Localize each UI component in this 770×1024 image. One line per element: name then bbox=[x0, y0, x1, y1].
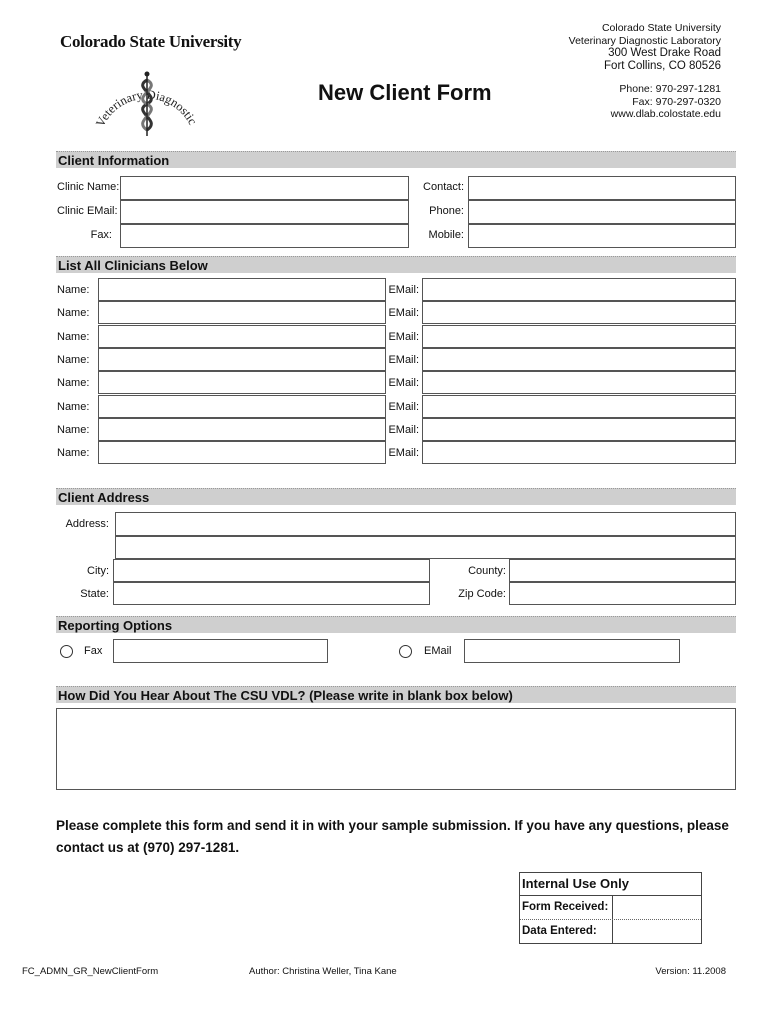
fax-radio[interactable] bbox=[60, 645, 73, 658]
lab-logo-arc-text: Veterinary Diagnostic bbox=[92, 87, 200, 130]
university-wordmark: Colorado State University bbox=[60, 32, 242, 51]
clinician-name-field[interactable] bbox=[98, 371, 386, 394]
phone-label: Phone: bbox=[429, 205, 464, 217]
clinician-email-field[interactable] bbox=[422, 348, 736, 371]
clinician-email-field[interactable] bbox=[422, 301, 736, 324]
fax-label: Fax: bbox=[90, 229, 112, 241]
footer-author: Author: Christina Weller, Tina Kane bbox=[249, 966, 397, 977]
hear-about-field[interactable] bbox=[56, 708, 736, 790]
clinician-name-label: Name: bbox=[57, 423, 90, 436]
email-option-label: EMail bbox=[424, 645, 452, 657]
mobile-label: Mobile: bbox=[428, 229, 464, 241]
clinician-email-field[interactable] bbox=[422, 371, 736, 394]
contact-label: Contact: bbox=[423, 181, 464, 193]
county-field[interactable] bbox=[509, 559, 736, 582]
address-line: Fort Collins, CO 80526 bbox=[604, 59, 721, 72]
clinician-email-field[interactable] bbox=[422, 395, 736, 418]
clinician-name-label: Name: bbox=[57, 307, 90, 320]
fax-option-label: Fax bbox=[84, 645, 103, 657]
lab-address-block bbox=[569, 22, 721, 72]
clinician-email-field[interactable] bbox=[422, 325, 736, 348]
clinician-email-field[interactable] bbox=[422, 441, 736, 464]
section-client-information: Client Information bbox=[56, 151, 736, 168]
phone-field[interactable] bbox=[468, 200, 736, 224]
address-line2-field[interactable] bbox=[115, 536, 736, 559]
state-field[interactable] bbox=[113, 582, 430, 605]
section-client-address: Client Address bbox=[56, 488, 736, 505]
internal-use-title: Internal Use Only bbox=[520, 873, 701, 896]
address-label: Address: bbox=[65, 518, 109, 530]
form-received-label: Form Received: bbox=[520, 896, 613, 919]
zip-label: Zip Code: bbox=[458, 588, 506, 600]
clinician-name-label: Name: bbox=[57, 353, 90, 366]
county-label: County: bbox=[468, 565, 506, 577]
address-line1-field[interactable] bbox=[115, 512, 736, 536]
clinician-name-label: Name: bbox=[57, 284, 90, 296]
clinician-name-field[interactable] bbox=[98, 418, 386, 441]
address-line: Colorado State University bbox=[601, 22, 721, 34]
clinician-email-label: EMail: bbox=[388, 307, 419, 320]
clinician-name-label: Name: bbox=[57, 400, 90, 413]
clinician-email-label: EMail: bbox=[388, 423, 419, 436]
section-clinicians: List All Clinicians Below bbox=[56, 256, 736, 273]
clinician-email-label: EMail: bbox=[388, 330, 419, 343]
city-label: City: bbox=[87, 565, 109, 577]
footer-version: Version: 11.2008 bbox=[655, 966, 726, 977]
address-line: 300 West Drake Road bbox=[608, 47, 721, 59]
clinician-email-field[interactable] bbox=[422, 418, 736, 441]
fax-field[interactable] bbox=[120, 224, 409, 248]
dna-helix-icon bbox=[92, 50, 202, 138]
clinician-name-label: Name: bbox=[57, 330, 90, 343]
clinic-email-label: Clinic EMail: bbox=[57, 205, 118, 217]
clinic-name-label: Clinic Name: bbox=[57, 181, 120, 193]
form-received-field[interactable] bbox=[613, 896, 701, 919]
clinic-name-field[interactable] bbox=[120, 176, 409, 200]
clinician-name-field[interactable] bbox=[98, 395, 386, 418]
lab-fax: Fax: 970-297-0320 bbox=[632, 95, 721, 108]
clinician-name-field[interactable] bbox=[98, 441, 386, 464]
clinician-name-label: Name: bbox=[57, 447, 90, 460]
internal-use-table bbox=[519, 872, 702, 944]
clinician-email-label: EMail: bbox=[388, 353, 419, 366]
vdl-logo bbox=[92, 50, 202, 138]
zip-field[interactable] bbox=[509, 582, 736, 605]
contact-field[interactable] bbox=[468, 176, 736, 200]
footer-form-code: FC_ADMN_GR_NewClientForm bbox=[22, 966, 159, 977]
clinician-email-label: EMail: bbox=[388, 377, 419, 390]
clinician-email-label: EMail: bbox=[388, 400, 419, 413]
report-fax-field[interactable] bbox=[113, 639, 328, 663]
data-entered-field[interactable] bbox=[613, 920, 701, 943]
lab-contact-block bbox=[611, 83, 721, 121]
clinic-email-field[interactable] bbox=[120, 200, 409, 224]
clinician-email-label: EMail: bbox=[388, 447, 419, 460]
clinician-name-field[interactable] bbox=[98, 325, 386, 348]
form-title: New Client Form bbox=[318, 80, 492, 105]
clinician-name-field[interactable] bbox=[98, 348, 386, 371]
lab-phone: Phone: 970-297-1281 bbox=[619, 83, 721, 95]
report-email-field[interactable] bbox=[464, 639, 680, 663]
email-radio[interactable] bbox=[399, 645, 412, 658]
address-line: Veterinary Diagnostic Laboratory bbox=[568, 34, 721, 47]
clinician-name-field[interactable] bbox=[98, 278, 386, 301]
clinician-name-field[interactable] bbox=[98, 301, 386, 324]
mobile-field[interactable] bbox=[468, 224, 736, 248]
clinician-email-label: EMail: bbox=[388, 284, 419, 296]
state-label: State: bbox=[80, 588, 109, 600]
data-entered-label: Data Entered: bbox=[520, 920, 613, 943]
clinician-email-field[interactable] bbox=[422, 278, 736, 301]
lab-website: www.dlab.colostate.edu bbox=[610, 108, 721, 120]
instructions-text: Please complete this form and send it in with your sample submission. If you have any questions, please contact us at (970) 297-1281. bbox=[56, 818, 729, 855]
section-reporting-options: Reporting Options bbox=[56, 616, 736, 633]
section-how-did-you-hear: How Did You Hear About The CSU VDL? (Please write in blank box below) bbox=[56, 686, 736, 703]
city-field[interactable] bbox=[113, 559, 430, 582]
clinician-name-label: Name: bbox=[57, 377, 90, 390]
